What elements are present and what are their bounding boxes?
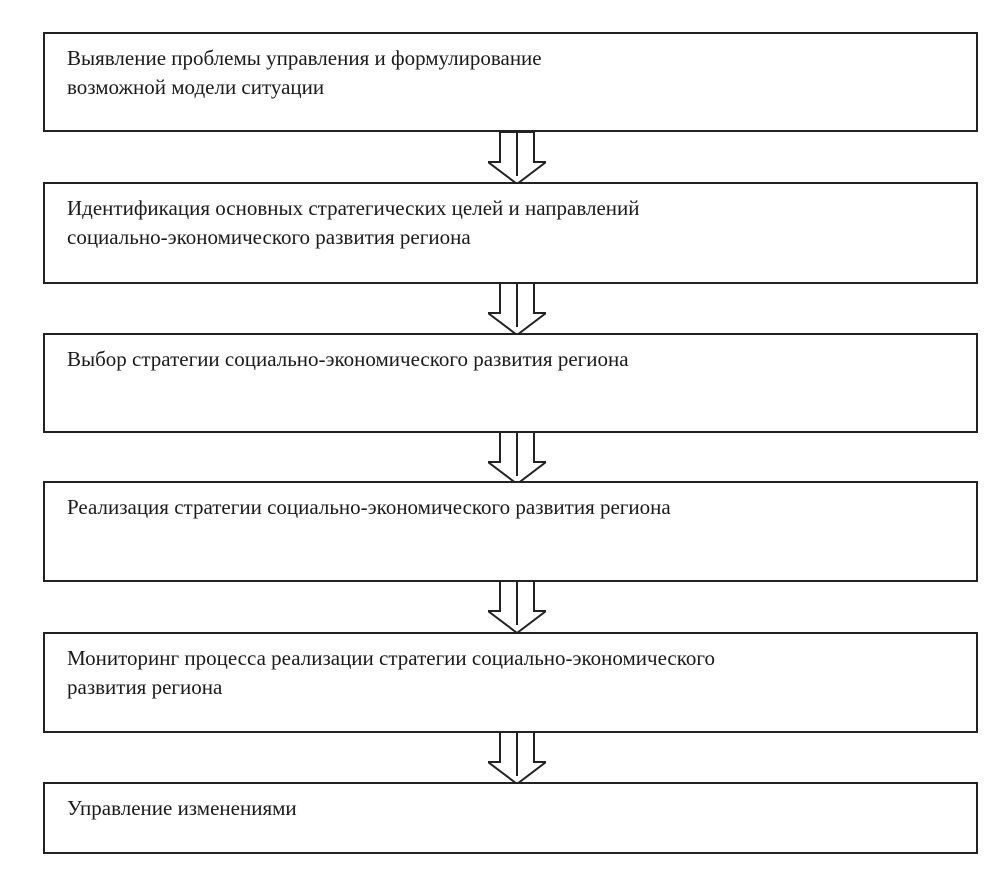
step-box-strategy-selection [43, 333, 978, 433]
step-box-change-management [43, 782, 978, 854]
step-text-line: Управление изменениями [67, 796, 297, 820]
double-down-arrow-icon [488, 732, 546, 784]
double-down-arrow-icon [488, 283, 546, 335]
step-text-line: Мониторинг процесса реализации стратегии социально-экономического [67, 646, 715, 670]
step-text-line: Реализация стратегии социально-экономического развития региона [67, 495, 671, 519]
step-text-line: Выявление проблемы управления и формулирование [67, 46, 542, 70]
step-box-monitoring [43, 632, 978, 733]
double-down-arrow-icon [488, 581, 546, 633]
double-down-arrow-icon [488, 432, 546, 484]
step-box-strategy-implementation [43, 481, 978, 582]
step-text-line: развития региона [67, 675, 223, 699]
double-down-arrow-icon [488, 132, 546, 184]
step-text-line: возможной модели ситуации [67, 75, 325, 99]
step-text-line: Выбор стратегии социально-экономического развития региона [67, 347, 629, 371]
step-box-problem-identification [43, 32, 978, 132]
step-text-line: социально-экономического развития региона [67, 225, 471, 249]
step-box-goal-identification [43, 182, 978, 284]
step-text-line: Идентификация основных стратегических целей и направлений [67, 196, 640, 220]
